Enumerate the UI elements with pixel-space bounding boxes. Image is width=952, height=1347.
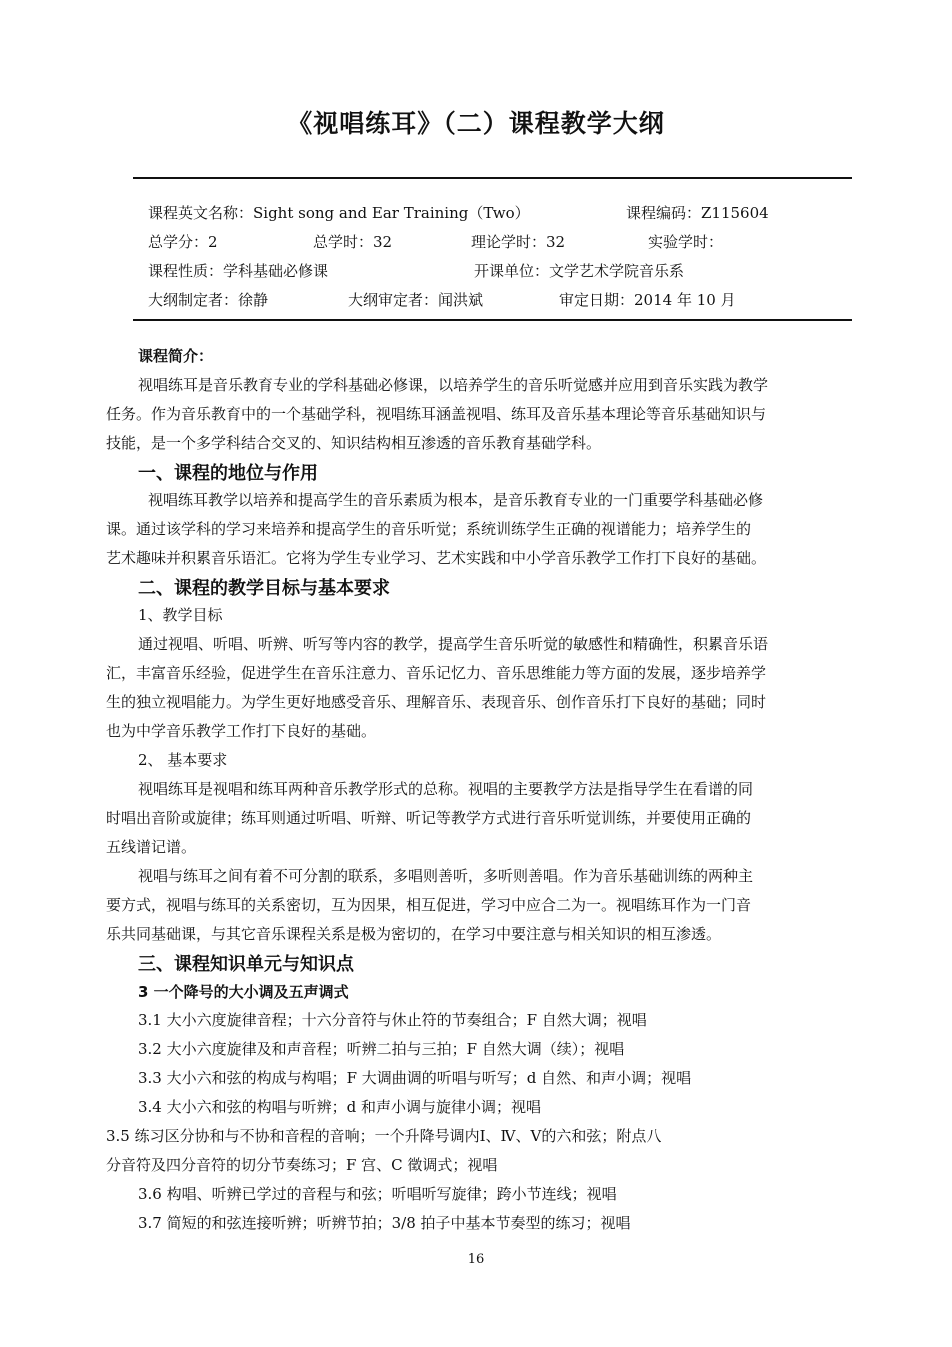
section2-heading: 二、课程的教学目标与基本要求 (138, 578, 390, 599)
section3-heading: 三、课程知识单元与知识点 (138, 954, 354, 975)
meta-department: 开课单位：文学艺术学院音乐系 (474, 262, 685, 280)
section2-line: 时唱出音阶或旋律；练耳则通过听唱、听辩、听记等教学方式进行音乐听觉训练，并要使用正确的 (106, 809, 752, 827)
section3-item: 3.1 大小六度旋律音程；十六分音符与休止符的节奏组合；F 自然大调；视唱 (138, 1011, 647, 1029)
section3-unit-title: 3 一个降号的大小调及五声调式 (138, 983, 349, 1001)
section1-heading: 一、课程的地位与作用 (138, 463, 318, 484)
meta-review-date: 审定日期：2014 年 10 月 (559, 291, 736, 309)
section1-line: 艺术趣味并积累音乐语汇。它将为学生专业学习、艺术实践和中小学音乐教学工作打下良好的基础。 (106, 549, 767, 567)
section3-item: 3.5 练习区分协和与不协和音程的音响；一个升降号调内Ⅰ、Ⅳ、Ⅴ的六和弦；附点八 (106, 1127, 662, 1145)
intro-line: 视唱练耳是音乐教育专业的学科基础必修课，以培养学生的音乐听觉感并应用到音乐实践为教学 (138, 376, 769, 394)
section2-line: 视唱与练耳之间有着不可分割的联系，多唱则善听，多听则善唱。作为音乐基础训练的两种主 (138, 867, 754, 885)
meta-english-name: 课程英文名称：Sight song and Ear Training（Two） (148, 204, 530, 222)
meta-lab-hours: 实验学时： (648, 233, 724, 251)
section2-line: 要方式，视唱与练耳的关系密切，互为因果，相互促进，学习中应合二为一。视唱练耳作为一门音 (106, 896, 752, 914)
intro-line: 技能，是一个多学科结合交叉的、知识结构相互渗透的音乐教育基础学科。 (106, 434, 602, 452)
header-rule-top (133, 177, 852, 179)
section3-item: 分音符及四分音符的切分节奏练习；F 宫、C 徵调式；视唱 (106, 1156, 498, 1174)
section2-subheading: 1、教学目标 (138, 606, 223, 624)
meta-reviewer: 大纲审定者：闻洪斌 (348, 291, 484, 309)
section2-line: 视唱练耳是视唱和练耳两种音乐教学形式的总称。视唱的主要教学方法是指导学生在看谱的同 (138, 780, 754, 798)
section3-item: 3.3 大小六和弦的构成与构唱；F 大调曲调的听唱与听写；d 自然、和声小调；视唱 (138, 1069, 692, 1087)
meta-total-credits: 总学分：2 (148, 233, 218, 251)
section3-item: 3.7 简短的和弦连接听辨；听辨节拍；3/8 拍子中基本节奏型的练习；视唱 (138, 1214, 631, 1232)
meta-nature: 课程性质：学科基础必修课 (148, 262, 329, 280)
intro-heading: 课程简介： (138, 347, 214, 365)
section2-line: 汇，丰富音乐经验，促进学生在音乐注意力、音乐记忆力、音乐思维能力等方面的发展，逐步培养学 (106, 664, 767, 682)
meta-code: 课程编码：Z115604 (626, 204, 769, 222)
section2-line: 五线谱记谱。 (106, 838, 197, 856)
section2-line: 乐共同基础课，与其它音乐课程关系是极为密切的，在学习中要注意与相关知识的相互渗透。 (106, 925, 722, 943)
section2-line: 通过视唱、听唱、听辨、听写等内容的教学，提高学生音乐听觉的敏感性和精确性，积累音乐语 (138, 635, 769, 653)
section2-line: 生的独立视唱能力。为学生更好地感受音乐、理解音乐、表现音乐、创作音乐打下良好的基础；同时 (106, 693, 767, 711)
meta-total-hours: 总学时：32 (313, 233, 393, 251)
meta-author: 大纲制定者：徐静 (148, 291, 269, 309)
page-title: 《视唱练耳》（二）课程教学大纲 (287, 109, 665, 138)
section1-line: 课。通过该学科的学习来培养和提高学生的音乐听觉；系统训练学生正确的视谱能力；培养学生的 (106, 520, 752, 538)
meta-theory-hours: 理论学时：32 (471, 233, 566, 251)
page-number: 16 (467, 1252, 485, 1267)
intro-line: 任务。作为音乐教育中的一个基础学科，视唱练耳涵盖视唱、练耳及音乐基本理论等音乐基础知识与 (106, 405, 767, 423)
section3-item: 3.6 构唱、听辨已学过的音程与和弦；听唱听写旋律；跨小节连线；视唱 (138, 1185, 617, 1203)
section2-line: 也为中学音乐教学工作打下良好的基础。 (106, 722, 377, 740)
section2-subheading: 2、 基本要求 (138, 751, 228, 769)
header-rule-bottom (133, 319, 852, 321)
section3-item: 3.2 大小六度旋律及和声音程；听辨二拍与三拍；F 自然大调（续）；视唱 (138, 1040, 625, 1058)
section1-line: 视唱练耳教学以培养和提高学生的音乐素质为根本，是音乐教育专业的一门重要学科基础必修 (148, 491, 764, 509)
section3-item: 3.4 大小六和弦的构唱与听辨；d 和声小调与旋律小调；视唱 (138, 1098, 541, 1116)
